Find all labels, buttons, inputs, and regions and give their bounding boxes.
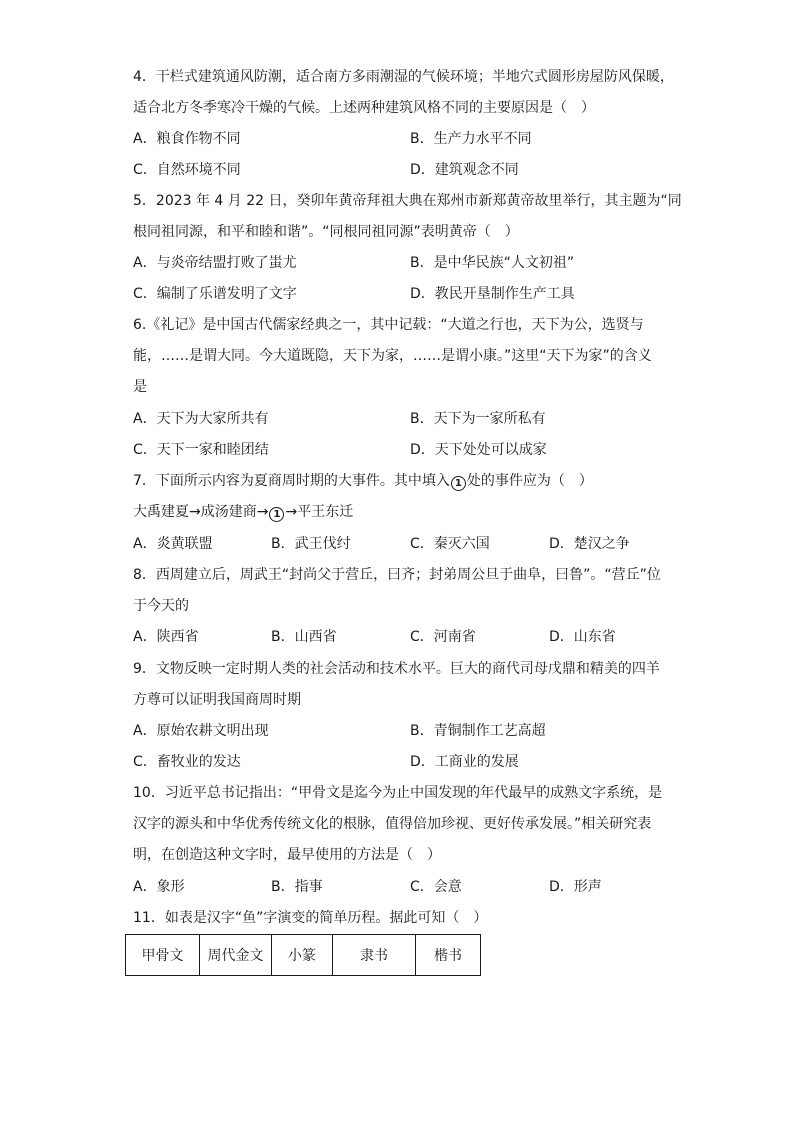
q6-option-d: D．天下处处可以成家 [410, 442, 547, 458]
q7-timeline-part-b: →平王东迁 [285, 504, 354, 520]
q5-option-c: C．编制了乐谱发明了文字 [133, 286, 297, 302]
q4-option-c: C．自然环境不同 [133, 162, 241, 178]
q8-stem-line2: 于今天的 [133, 598, 189, 614]
table-header-cell: 周代金文 [200, 935, 272, 976]
q8-option-a: A．陕西省 [133, 629, 199, 645]
q4-option-b: B．生产力水平不同 [410, 131, 532, 147]
q8-option-c: C．河南省 [410, 629, 476, 645]
q5-option-d: D．教民开垦制作生产工具 [410, 286, 575, 302]
q9-option-c: C．畜牧业的发达 [133, 754, 241, 770]
q9-option-a: A．原始农耕文明出现 [133, 723, 269, 739]
q4-stem-line1: 4．干栏式建筑通风防潮，适合南方多雨潮湿的气候环境；半地穴式圆形房屋防风保暖， [133, 69, 674, 85]
q7-option-a: A．炎黄联盟 [133, 536, 213, 552]
q9-option-b: B．青铜制作工艺高超 [410, 723, 546, 739]
q4-option-a: A．粮食作物不同 [133, 131, 241, 147]
q6-option-b: B．天下为一家所私有 [410, 411, 546, 427]
q5-stem-line1: 5．2023 年 4 月 22 日，癸卯年黄帝拜祖大典在郑州市新郑黄帝故里举行，其主题为“同 [133, 193, 682, 209]
q10-option-a: A．象形 [133, 879, 185, 895]
circled-number-marker: 1 [269, 507, 284, 522]
q8-option-d: D．山东省 [549, 629, 616, 645]
q6-option-c: C．天下一家和睦团结 [133, 442, 269, 458]
q9-option-d: D．工商业的发展 [410, 754, 519, 770]
q10-stem-line1: 10．习近平总书记指出：“甲骨文是迄今为止中国发现的年代最早的成熟文字系统，是 [133, 785, 663, 801]
q7-stem-part-b: 处的事件应为（ ） [466, 473, 593, 489]
q10-option-c: C．会意 [410, 879, 462, 895]
q7-stem-line1 [133, 471, 593, 491]
table-header-cell: 甲骨文 [126, 935, 200, 976]
q11-stem-line1: 11．如表是汉字“鱼”字演变的简单历程。据此可知（ ） [133, 910, 488, 926]
q10-stem-line2: 汉字的源头和中华优秀传统文化的根脉，值得倍加珍视、更好传承发展。”相关研究表 [133, 816, 652, 832]
q9-stem-line2: 方尊可以证明我国商周时期 [133, 692, 301, 708]
table-row [126, 935, 481, 976]
q5-option-b: B．是中华民族“人文初祖” [410, 255, 575, 271]
q5-stem-line2: 根同祖同源，和平和睦和谐”。“同根同祖同源”表明黄帝（ ） [133, 224, 519, 240]
circled-number-marker: 1 [451, 476, 466, 491]
q7-option-b: B．武王伐纣 [271, 536, 351, 552]
q7-timeline [133, 502, 353, 522]
q7-option-d: D．楚汉之争 [549, 536, 630, 552]
q4-stem-line2: 适合北方冬季寒冷干燥的气候。上述两种建筑风格不同的主要原因是（ ） [133, 100, 595, 116]
q7-option-c: C．秦灭六国 [410, 536, 490, 552]
q9-stem-line1: 9．文物反映一定时期人类的社会活动和技术水平。巨大的商代司母戊鼎和精美的四羊 [133, 661, 660, 677]
fish-character-evolution-table [125, 934, 481, 976]
q10-option-b: B．指事 [271, 879, 323, 895]
q6-option-a: A．天下为大家所共有 [133, 411, 269, 427]
q8-stem-line1: 8．西周建立后，周武王“封尚父于营丘，曰齐；封弟周公旦于曲阜，曰鲁”。“营丘”位 [133, 567, 661, 583]
q8-option-b: B．山西省 [271, 629, 337, 645]
q10-stem-line3: 明，在创造这种文字时，最早使用的方法是（ ） [133, 847, 441, 863]
q7-stem-part-a: 7．下面所示内容为夏商周时期的大事件。其中填入 [133, 473, 450, 489]
table-header-cell: 楷书 [416, 935, 481, 976]
q6-stem-line3: 是 [133, 379, 147, 395]
q10-option-d: D．形声 [549, 879, 602, 895]
q4-option-d: D．建筑观念不同 [410, 162, 519, 178]
table-header-cell: 隶书 [333, 935, 416, 976]
q6-stem-line2: 能，……是谓大同。今大道既隐，天下为家，……是谓小康。”这里“天下为家”的含义 [133, 348, 652, 364]
table-header-cell: 小篆 [272, 935, 333, 976]
q7-timeline-part-a: 大禹建夏→成汤建商→ [133, 504, 269, 520]
q6-stem-line1: 6.《礼记》是中国古代儒家经典之一，其中记载：“大道之行也，天下为公，选贤与 [133, 317, 644, 333]
q5-option-a: A．与炎帝结盟打败了蚩尤 [133, 255, 297, 271]
